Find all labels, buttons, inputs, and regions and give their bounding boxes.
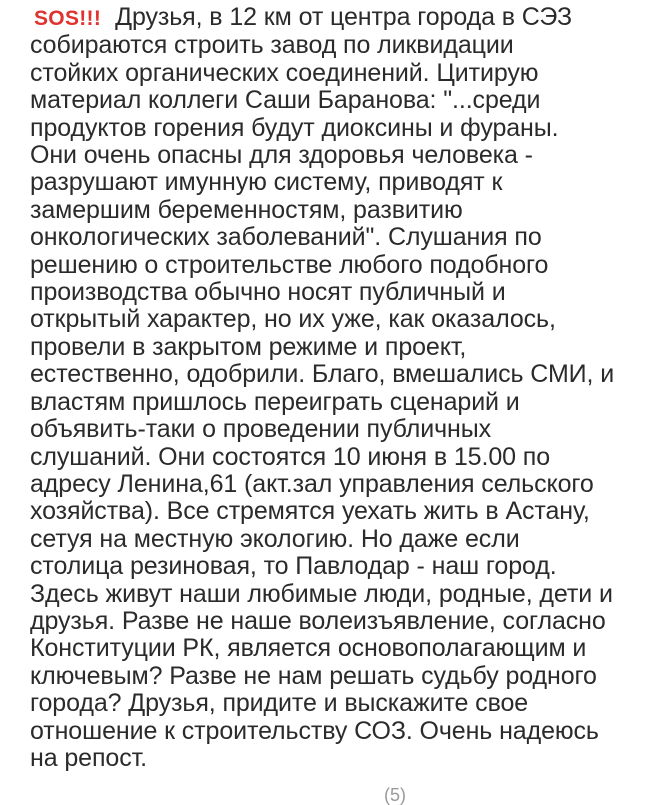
post-line-7: разрушают имунную систему, приводят к <box>30 168 503 197</box>
post-line-16: объявить-таки о проведении публичных <box>30 415 492 444</box>
post-line-17: слушаний. Они состоятся 10 июня в 15.00 по <box>30 442 551 471</box>
post-line-14: естественно, одобрили. Благо, вмешались СМИ, и <box>30 360 615 389</box>
post-line-25: ключевым? Разве не нам решать судьбу родного <box>30 661 597 690</box>
post-line-1 <box>30 4 630 32</box>
post-line-11: производства обычно носят публичный и <box>30 278 506 307</box>
post-line-10: решению о строительстве любого подобного <box>30 250 549 279</box>
post-line-12: открытый характер, но их уже, как оказалось, <box>30 305 556 334</box>
post-line-13: провели в закрытом режиме и проект, <box>30 332 467 361</box>
post-line-2: собираются строить завод по ликвидации <box>30 31 514 60</box>
post-line-6: Они очень опасны для здоровья человека - <box>30 141 533 170</box>
post-line-23: друзья. Разве не наше волеизъявление, согласно <box>30 606 606 635</box>
post-line-24: Конституции РК, является основополагающим и <box>30 634 587 663</box>
post-line-3: стойких органических соединений. Цитирую <box>30 58 539 87</box>
post-line-26: города? Друзья, придите и выскажите свое <box>30 689 529 718</box>
post-line-28: на репост. <box>30 743 148 772</box>
post-line-4: материал коллеги Саши Баранова: "...среди <box>30 86 541 115</box>
post-line-8: замершим беременностям, развитию <box>30 195 463 224</box>
sos-label: SOS!!! <box>34 7 102 30</box>
post-line-text: Друзья, в 12 км от центра города в СЭЗ <box>115 3 573 31</box>
post-line-19: хозяйства). Все стремятся уехать жить в Астану, <box>30 497 590 526</box>
post-line-20: сетуя на местную экологию. Но даже если <box>30 524 520 553</box>
post-line-22: Здесь живут наши любимые люди, родные, дети и <box>30 579 613 608</box>
post-body <box>30 4 630 772</box>
post-line-5: продуктов горения будут диоксины и фураны. <box>30 113 559 142</box>
post-line-21: столица резиновая, то Павлодар - наш город. <box>30 552 557 581</box>
post-line-27: отношение к строительству СОЗ. Очень надеюсь <box>30 716 599 745</box>
post-line-18: адресу Ленина,61 (акт.зал управления сельского <box>30 469 594 498</box>
post-line-15: властям пришлось переиграть сценарий и <box>30 387 520 416</box>
post-line-9: онкологических заболеваний". Слушания по <box>30 223 542 252</box>
footer-mark: (5) <box>384 785 406 805</box>
